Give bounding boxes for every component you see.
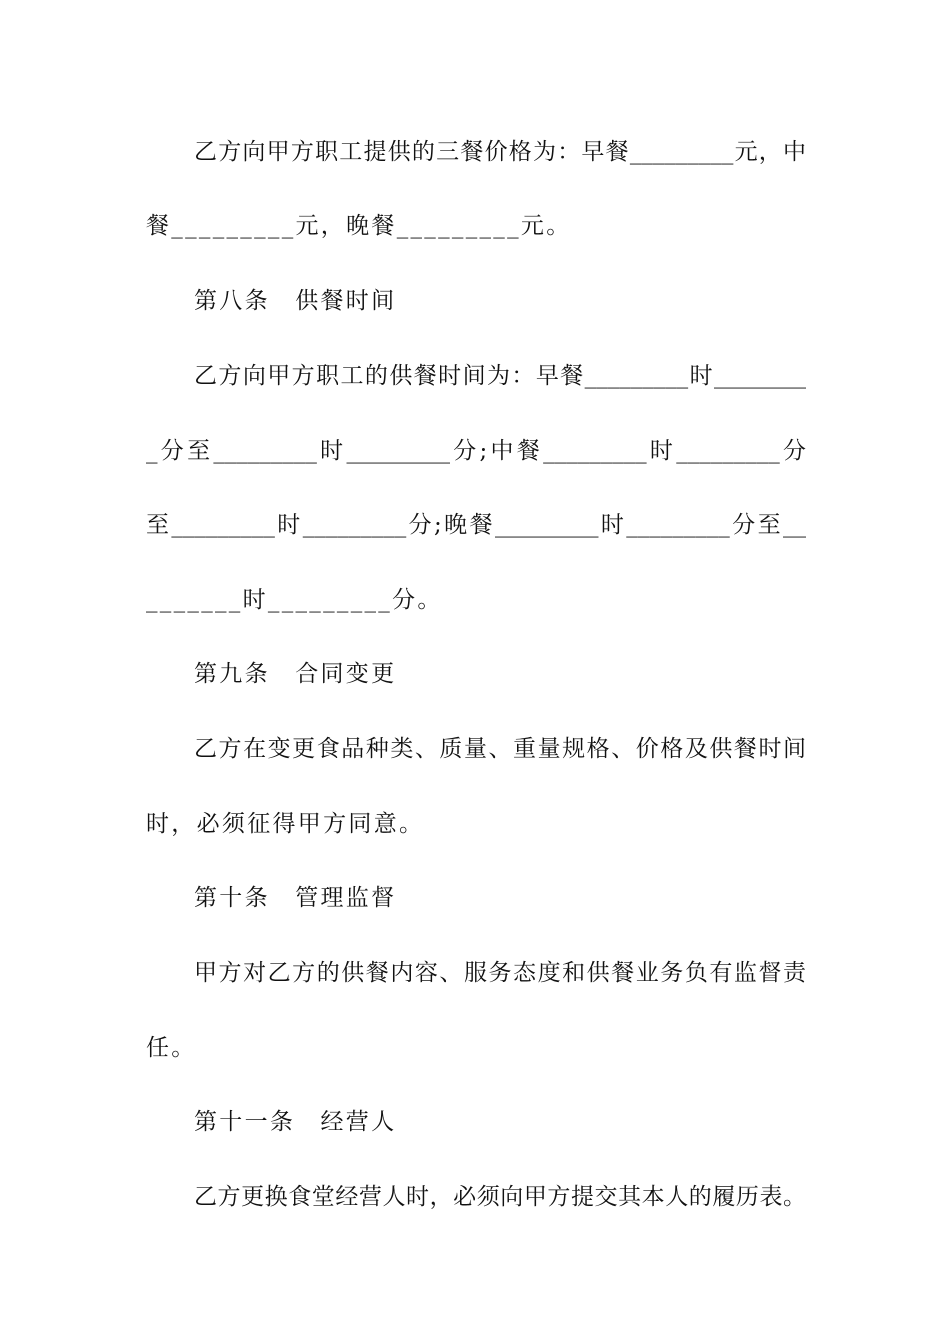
meal-time-line-3: 至_________时_________分;晚餐_________时_________分至__	[146, 512, 806, 538]
price-clause-line-2: 餐_________元，晚餐_________元。	[146, 213, 572, 239]
meal-time-line-2: _分至_________时_________分;中餐_________时_________分	[146, 438, 806, 464]
contract-change-line-1: 乙方在变更食品种类、质量、重量规格、价格及供餐时间	[194, 736, 806, 762]
contract-change-line-2: 时，必须征得甲方同意。	[146, 811, 425, 837]
article-11-heading: 第十一条 经营人	[194, 1109, 397, 1135]
operator-clause-line: 乙方更换食堂经营人时，必须向甲方提交其本人的履历表。	[194, 1184, 806, 1210]
meal-time-line-1: 乙方向甲方职工的供餐时间为：早餐_________时________	[194, 363, 806, 389]
article-10-heading: 第十条 管理监督	[194, 885, 397, 911]
price-clause-line-1: 乙方向甲方职工提供的三餐价格为：早餐_________元，中	[194, 139, 806, 165]
meal-time-line-4: _______时_________分。	[146, 587, 443, 613]
article-8-heading: 第八条 供餐时间	[194, 288, 397, 314]
supervision-line-1: 甲方对乙方的供餐内容、服务态度和供餐业务负有监督责	[194, 960, 806, 986]
article-9-heading: 第九条 合同变更	[194, 661, 397, 687]
supervision-line-2: 任。	[146, 1035, 197, 1061]
